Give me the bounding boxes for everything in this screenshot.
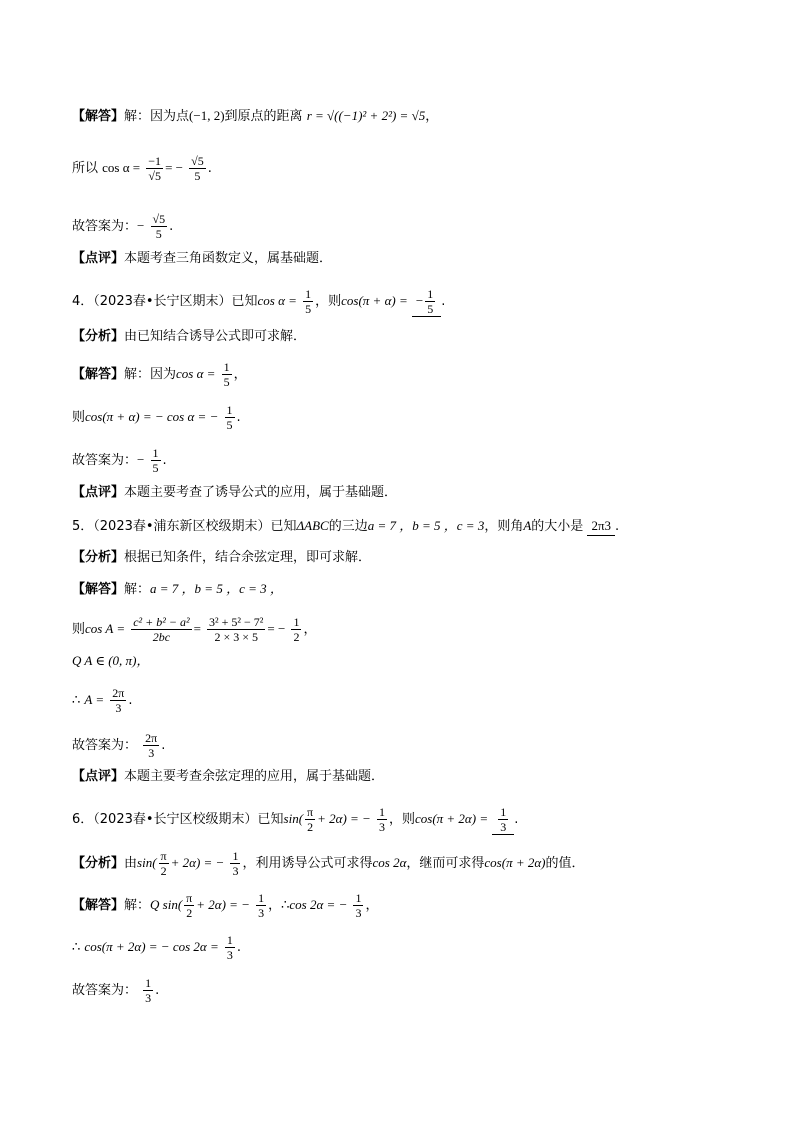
text: 则 [72, 622, 86, 637]
math: − [137, 218, 145, 233]
text: 由 [124, 856, 138, 871]
math: = − [165, 160, 183, 175]
section-tag-answer: 【解答】 [72, 367, 125, 382]
fraction: $\frac{1}{3}$ [232, 849, 239, 878]
solution-line [72, 686, 133, 715]
fraction: $\frac{2\pi}{3}$ [112, 686, 125, 715]
section-tag-comment: 【点评】 [72, 769, 125, 784]
section-tag-answer: 【解答】 [72, 109, 125, 124]
question-4 [72, 287, 445, 317]
section-tag-analysis: 【分析】 [72, 329, 125, 344]
comment-line [72, 484, 397, 502]
fraction: $\frac{√5}{5}$ [191, 154, 204, 183]
section-tag-comment: 【点评】 [72, 485, 125, 500]
math: cos α = [257, 293, 297, 308]
text: ∴ [72, 693, 81, 708]
fraction: $\frac{1}{3}$ [378, 805, 385, 834]
math: A [523, 518, 532, 533]
analysis-line [72, 328, 306, 346]
section-tag-answer: 【解答】 [72, 582, 125, 597]
section-tag-answer: 【解答】 [72, 898, 125, 913]
text: 解： [124, 898, 151, 913]
punct: . [169, 219, 174, 234]
answer-line [72, 731, 165, 760]
section-tag-analysis: 【分析】 [72, 550, 125, 565]
text: 故答案为： [72, 983, 138, 998]
question-head: 4．（2023春•长宁区期末）已知 [72, 294, 258, 309]
math: sin( [283, 811, 304, 826]
text: 解：因为点 [124, 109, 190, 124]
comment-line [72, 250, 332, 268]
solution-line [72, 360, 247, 389]
math: cos 2α = − [289, 897, 348, 912]
math: cos α = [102, 160, 141, 175]
solution-line [72, 580, 283, 599]
math: cos(π + α) = − cos α = − [85, 409, 219, 424]
punct: . [236, 940, 242, 955]
fraction: $\frac{\pi}{2}$ [307, 805, 314, 834]
fraction: $\frac{1}{3}$ [145, 976, 152, 1005]
text: ，则 [315, 294, 342, 309]
math: cos A = [85, 621, 126, 636]
math: ΔABC [296, 518, 329, 533]
text: ，∴ [268, 898, 290, 913]
math: a = 7 ，b = 5 ，c = 3 [367, 518, 485, 533]
text: 本题考查三角函数定义，属基础题． [124, 251, 333, 266]
text: 所以 [72, 161, 99, 176]
math: cos α = [176, 366, 216, 381]
text: 本题主要考查余弦定理的应用，属于基础题． [124, 769, 385, 784]
fraction: $\frac{2\pi}{3}$ [145, 731, 158, 760]
math: = [193, 621, 201, 636]
solution-line [72, 891, 379, 920]
punct: . [441, 294, 446, 309]
fraction: $\frac{√5}{5}$ [152, 212, 166, 241]
math: Q A ∈ (0, π)， [72, 653, 150, 668]
fraction: $\frac{1}{3}$ [226, 933, 233, 962]
math: cos(π + α) = [341, 293, 408, 308]
text: 的值． [545, 856, 585, 871]
text: 本题主要考查了诱导公式的应用，属于基础题． [124, 485, 398, 500]
solution-line [72, 154, 212, 183]
question-5 [72, 517, 619, 536]
solution-line [72, 933, 241, 962]
punct: . [514, 812, 519, 827]
question-6 [72, 805, 518, 835]
math: cos(π + 2α) [484, 855, 546, 870]
text: 故答案为： [72, 453, 138, 468]
answer-line [72, 976, 159, 1005]
punct: . [615, 519, 620, 534]
fraction: $\frac{1}{5}$ [223, 360, 230, 389]
fraction: $\frac{1}{2}$ [293, 615, 300, 644]
text: 故答案为： [72, 738, 138, 753]
answer-line [72, 212, 173, 241]
math: + 2α) = − [170, 855, 225, 870]
text: 的大小是 [531, 519, 584, 534]
text: 解：因为 [124, 367, 177, 382]
punct: ， [303, 622, 317, 637]
text: ，利用诱导公式可求得 [242, 856, 373, 871]
fraction: $\frac{\text{c² + b² − a²}}{2bc}$ [133, 615, 190, 644]
fraction: $\frac{1}{3}$ [355, 891, 362, 920]
answer-blank: $\frac{1}{3}$ [492, 805, 514, 835]
math: cos 2α [372, 855, 407, 870]
fraction: $\frac{1}{5}$ [152, 446, 159, 475]
section-tag-comment: 【点评】 [72, 251, 125, 266]
solution-line [72, 403, 241, 432]
punct: . [161, 738, 166, 753]
question-head: 6．（2023春•长宁区校级期末）已知 [72, 812, 284, 827]
fraction: $\frac{\text{3² + 5² − 7²}}{2 \times 3 \times 5}$ [209, 615, 264, 644]
math: A = [84, 692, 105, 707]
math-point: (−1, 2) [189, 108, 225, 123]
math: a = 7 ，b = 5 ，c = 3 ， [150, 581, 283, 596]
answer-blank: 2π3 [587, 517, 615, 536]
punct: . [155, 983, 160, 998]
answer-line [72, 446, 167, 475]
math: + 2α) = − [196, 897, 250, 912]
math: + 2α) = − [317, 811, 371, 826]
text: 的三边 [328, 519, 368, 534]
punct: . [236, 410, 241, 425]
fraction: $\frac{-1}{√5}$ [148, 154, 162, 183]
math: = − [267, 621, 286, 636]
punct: . [162, 453, 167, 468]
punct: ， [365, 898, 379, 913]
punct: ， [425, 109, 439, 124]
text: ，则 [388, 812, 415, 827]
fraction: $\frac{\pi}{2}$ [160, 849, 167, 878]
text: 则 [72, 410, 86, 425]
analysis-line [72, 549, 371, 567]
fraction: $\frac{1}{3}$ [258, 891, 265, 920]
solution-line [72, 615, 316, 644]
math-distance: r = √((−1)² + 2²) = √5 [306, 108, 426, 123]
solution-line [72, 652, 149, 671]
math: Q sin( [150, 897, 183, 912]
question-head: 5．（2023春•浦东新区校级期末）已知 [72, 519, 297, 534]
punct: . [207, 161, 212, 176]
math: sin( [137, 855, 157, 870]
punct: ， [233, 367, 247, 382]
fraction: $\frac{\pi}{2}$ [186, 891, 193, 920]
text: ，继而可求得 [406, 856, 485, 871]
solution-line [72, 107, 438, 126]
text: ∴ [72, 940, 81, 955]
section-tag-analysis: 【分析】 [72, 856, 125, 871]
text: 根据已知条件，结合余弦定理，即可求解． [124, 550, 372, 565]
answer-blank: − $\frac{1}{5}$ [412, 287, 441, 317]
text: 解： [124, 582, 151, 597]
comment-line [72, 768, 384, 786]
text: 到原点的距离 [224, 109, 303, 124]
fraction: $\frac{1}{5}$ [305, 287, 312, 316]
math: cos(π + 2α) = [414, 811, 489, 826]
text: ，则角 [484, 519, 524, 534]
math: − [137, 452, 145, 467]
text: 故答案为： [72, 219, 138, 234]
text: 由已知结合诱导公式即可求解． [124, 329, 307, 344]
math: cos(π + 2α) = − cos 2α = [84, 939, 219, 954]
punct: . [128, 693, 133, 708]
analysis-line [72, 849, 585, 878]
fraction: $\frac{1}{5}$ [226, 403, 233, 432]
